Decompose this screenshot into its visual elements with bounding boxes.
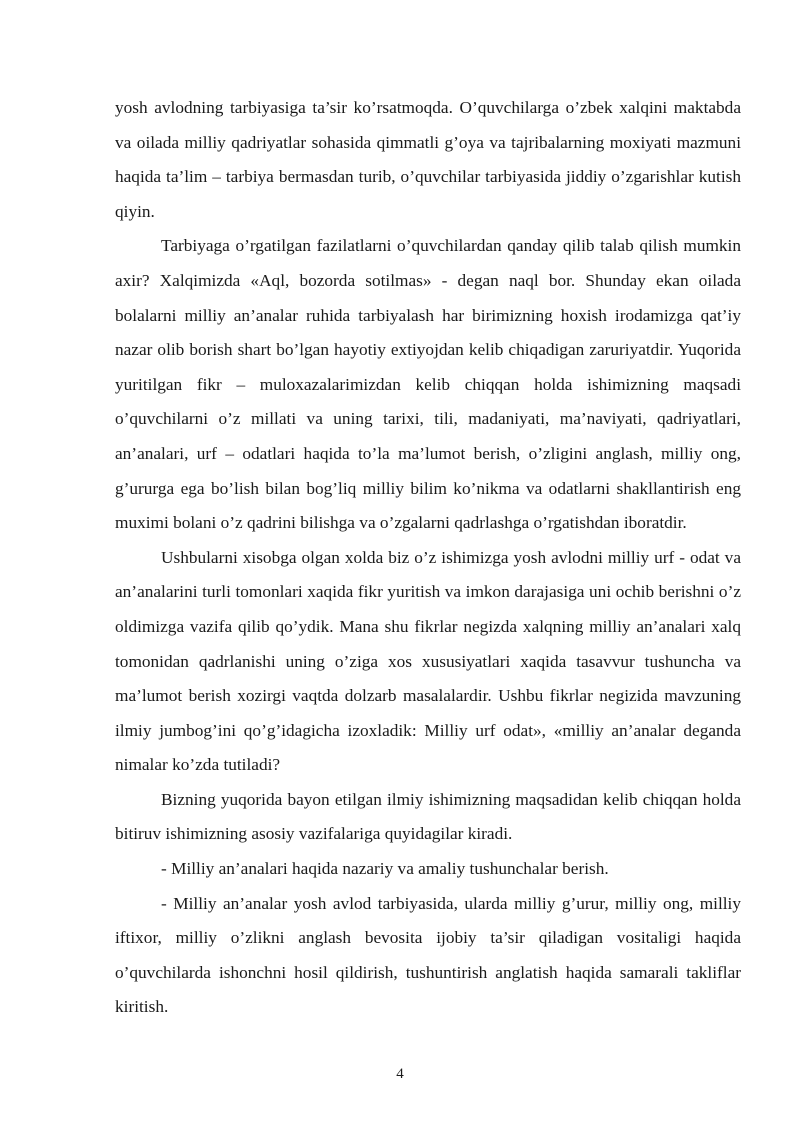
paragraph-2: Tarbiyaga o’rgatilgan fazilatlarni o’quvchilardan qanday qilib talab qilish mumkin axir? Xalqimizda «Aql, bozorda sotilmas» - degan naql bor. Shunday ekan oilada bolalarni milliy an’analar ruhida tarbiyalash har birimizning hoxish irodamizga qat’iy nazar olib borish shart bo’lgan hayotiy extiyojdan kelib chiqadigan zaruriyatdir. Yuqorida yuritilgan fikr – muloxazalarimizdan kelib chiqqan holda ishimizning maqsadi o’quvchilarni o’z millati va uning tarixi, tili, madaniyati, ma’naviyati, qadriyatlari, an’analari, urf – odatlari haqida to’la ma’lumot berish, o’zligini anglash, milliy ong, g’ururga ega bo’lish bilan bog’liq milliy bilim ko’nikma va odatlarni shakllantirish eng muximi bolani o’z qadrini bilishga va o’zgalarni qadrlashga o’rgatishdan iboratdir. <box>115 236 741 533</box>
paragraph-3: Ushbularni xisobga olgan xolda biz o’z ishimizga yosh avlodni milliy urf - odat va an’analarini turli tomonlari xaqida fikr yuritish va imkon darajasiga uni ochib berishni o’z oldimizga vazifa qilib qo’ydik. Mana shu fikrlar negizda xalqning milliy an’analari xalq tomonidan qadrlanishi uning o’ziga xos xususiyatlari xaqida tasavvur tushuncha va ma’lumot berish xozirgi vaqtda dolzarb masalalardir. Ushbu fikrlar negizida mavzuning ilmiy jumbog’ini qo’g’idagicha izoxladik: Milliy urf odat», «milliy an’analar deganda nimalar ko’zda tutiladi? <box>115 547 741 775</box>
paragraph-1: yosh avlodning tarbiyasiga ta’sir ko’rsatmoqda. O’quvchilarga o’zbek xalqini maktabda va oilada milliy qadriyatlar sohasida qimmatli g’oya va tajribalarning moxiyati mazmuni haqida ta’lim – tarbiya bermasdan turib, o’quvchilar tarbiyasida jiddiy o’zgarishlar kutish qiyin. <box>115 98 741 221</box>
paragraph-5: - Milliy an’analari haqida nazariy va amaliy tushunchalar berish. <box>161 859 609 879</box>
paragraph-4: Bizning yuqorida bayon etilgan ilmiy ishimizning maqsadidan kelib chiqqan holda bitiruv ishimizning asosiy vazifalariga quyidagilar kiradi. <box>115 789 741 844</box>
body-text <box>115 91 741 1025</box>
paragraph-6: - Milliy an’analar yosh avlod tarbiyasida, ularda milliy g’urur, milliy ong, milliy iftixor, milliy o’zlikni anglash bevosita ijobiy ta’sir qiladigan vositaligi haqida o’quvchilarda ishonchni hosil qildirish, tushuntirish anglatish haqida samarali takliflar kiritish. <box>115 893 741 1017</box>
page-number: 4 <box>396 1066 404 1082</box>
